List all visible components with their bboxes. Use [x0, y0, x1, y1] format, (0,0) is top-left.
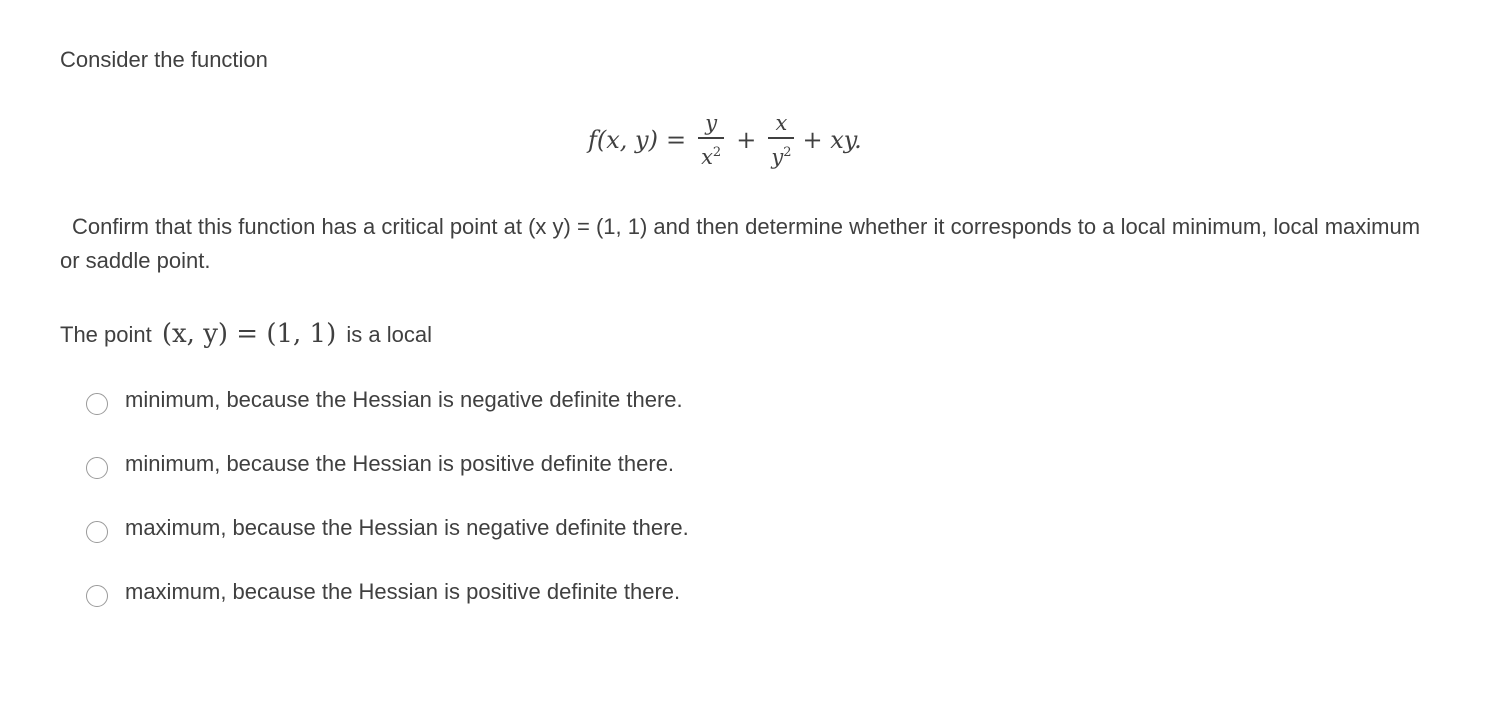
fraction-numerator: x [775, 111, 788, 136]
radio-button[interactable] [86, 521, 108, 543]
intro-text: Consider the function [60, 47, 268, 72]
prompt-prefix: The point [60, 322, 152, 347]
answer-prompt [60, 316, 432, 353]
radio-button[interactable] [86, 457, 108, 479]
equation-equals: = [665, 126, 687, 154]
question-text: Confirm that this function has a critical point at (x y) = (1, 1) and then determine whether it corresponds to a local minimum, local maximum or saddle point. [60, 214, 1421, 273]
option-maximum-positive-definite[interactable] [86, 560, 689, 624]
option-label[interactable]: maximum, because the Hessian is negative definite there. [125, 515, 689, 540]
radio-button[interactable] [86, 585, 108, 607]
prompt-suffix: is a local [346, 322, 432, 347]
fraction-y-over-x-squared [698, 112, 724, 168]
fraction-denominator: $x^2$ [701, 144, 722, 169]
prompt-math: (x, y) = (1, 1) [161, 319, 337, 349]
fraction-denominator: $y^2$ [771, 144, 792, 169]
equation-lhs: f(x, y) [588, 126, 658, 154]
equation-plus: + [736, 126, 757, 154]
function-equation [588, 105, 862, 175]
option-label[interactable]: minimum, because the Hessian is negative definite there. [125, 387, 683, 412]
fraction-x-over-y-squared [768, 112, 794, 168]
option-minimum-positive-definite[interactable] [86, 432, 689, 496]
fraction-numerator: y [705, 111, 718, 136]
equation-tail: + xy. [802, 126, 862, 154]
answer-options [86, 368, 689, 624]
radio-button[interactable] [86, 393, 108, 415]
option-maximum-negative-definite[interactable] [86, 496, 689, 560]
option-label[interactable]: maximum, because the Hessian is positive definite there. [125, 579, 681, 604]
option-label[interactable]: minimum, because the Hessian is positive definite there. [125, 451, 675, 476]
option-minimum-negative-definite[interactable] [86, 368, 689, 432]
